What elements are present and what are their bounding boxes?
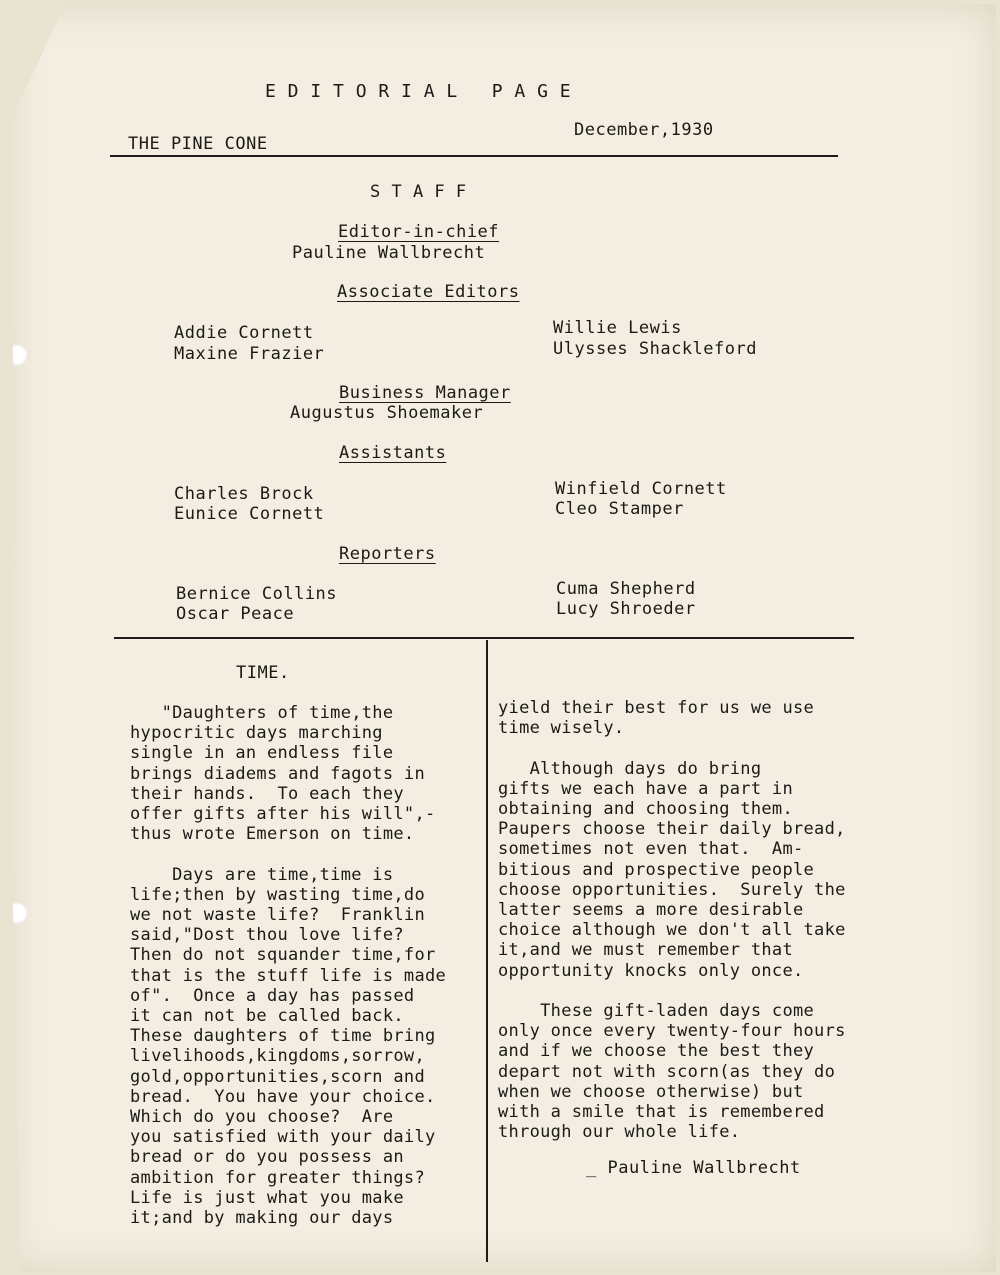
text-line: single in an endless file — [130, 743, 394, 764]
staff-rule — [114, 637, 854, 639]
text-line — [498, 738, 846, 758]
text-line: livelihoods,kingdoms,sorrow, — [130, 1046, 425, 1067]
punch-hole — [6, 344, 28, 366]
text-line: choose opportunities. Surely the — [498, 879, 846, 900]
text-line: it,and we must remember that — [498, 940, 793, 961]
staff-heading: S T A F F — [370, 182, 467, 202]
article-left-column — [130, 703, 446, 1228]
text-line: of". Once a day has passed — [130, 985, 415, 1006]
assistants-left-2: Eunice Cornett — [174, 504, 325, 524]
associate-label: Associate Editors — [337, 282, 520, 302]
text-line: yield their best for us we use — [498, 698, 815, 718]
text-line: it;and by making our days — [130, 1208, 394, 1229]
text-line: bitious and prospective people — [498, 859, 815, 880]
business-label: Business Manager — [339, 383, 511, 403]
assistants-right-2: Cleo Stamper — [555, 499, 684, 519]
text-line: gold,opportunities,scorn and — [130, 1066, 425, 1087]
text-line: you satisfied with your daily — [130, 1127, 436, 1148]
article-title: TIME. — [236, 663, 290, 683]
text-line: Which do you choose? Are — [130, 1107, 394, 1128]
text-line: that is the stuff life is made — [130, 965, 447, 986]
reporters-right-1: Cuma Shepherd — [556, 579, 696, 599]
text-line: bread or do you possess an — [130, 1147, 404, 1168]
reporters-left-1: Bernice Collins — [176, 584, 338, 604]
text-line: These gift-laden days come — [498, 1001, 815, 1022]
text-line: latter seems a more desirable — [498, 900, 804, 921]
text-line: time wisely. — [498, 718, 625, 739]
text-line: choice although we don't all take — [498, 920, 846, 941]
text-line: hypocritic days marching — [130, 723, 383, 744]
text-line: their hands. To each they — [130, 783, 404, 804]
text-line: thus wrote Emerson on time. — [130, 824, 415, 845]
text-line: offer gifts after his will",- — [130, 804, 436, 825]
assistants-left-1: Charles Brock — [174, 484, 314, 504]
text-line: sometimes not even that. Am- — [498, 839, 804, 860]
text-line: when we choose otherwise) but — [498, 1081, 804, 1102]
text-line: only once every twenty-four hours — [498, 1021, 846, 1042]
text-line: said,"Dost thou love life? — [130, 925, 404, 946]
header-rule — [110, 155, 838, 157]
paper-name: THE PINE CONE — [128, 134, 268, 154]
text-line: Paupers choose their daily bread, — [498, 819, 846, 840]
reporters-left-2: Oscar Peace — [176, 604, 295, 624]
text-line: ambition for greater things? — [130, 1167, 425, 1188]
associate-left-2: Maxine Frazier — [174, 344, 325, 364]
associate-left-1: Addie Cornett — [174, 323, 314, 343]
text-line: Although days do bring — [498, 758, 762, 779]
business-name: Augustus Shoemaker — [290, 403, 484, 423]
text-line: depart not with scorn(as they do — [498, 1061, 836, 1082]
page-title: E D I T O R I A L P A G E — [265, 81, 572, 102]
text-line: gifts we each have a part in — [498, 778, 793, 799]
signature: _ Pauline Wallbrecht — [586, 1158, 801, 1178]
text-line: brings diadems and fagots in — [130, 763, 425, 784]
text-line: "Daughters of time,the — [130, 703, 394, 723]
text-line: through our whole life. — [498, 1122, 741, 1143]
editor-label: Editor-in-chief — [338, 222, 500, 242]
text-line — [498, 981, 846, 1001]
associate-right-1: Willie Lewis — [553, 318, 682, 338]
text-line: Life is just what you make — [130, 1187, 404, 1208]
text-line — [130, 844, 446, 864]
article-right-column — [498, 698, 846, 1142]
text-line: it can not be called back. — [130, 1006, 404, 1027]
assistants-label: Assistants — [339, 443, 447, 463]
text-line: with a smile that is remembered — [498, 1102, 825, 1123]
text-line: Then do not squander time,for — [130, 945, 436, 966]
assistants-right-1: Winfield Cornett — [555, 479, 727, 499]
text-line: life;then by wasting time,do — [130, 884, 425, 905]
text-line: opportunity knocks only once. — [498, 960, 804, 981]
text-line: and if we choose the best they — [498, 1041, 815, 1062]
reporters-right-2: Lucy Shroeder — [556, 599, 696, 619]
column-divider — [486, 640, 488, 1262]
text-line: obtaining and choosing them. — [498, 799, 793, 820]
issue-date: December,1930 — [574, 120, 714, 140]
punch-hole — [6, 902, 28, 924]
text-line: bread. You have your choice. — [130, 1086, 436, 1107]
text-line: These daughters of time bring — [130, 1026, 436, 1047]
associate-right-2: Ulysses Shackleford — [553, 339, 757, 359]
reporters-label: Reporters — [339, 544, 436, 564]
text-line: we not waste life? Franklin — [130, 905, 425, 926]
text-line: Days are time,time is — [130, 864, 394, 885]
editor-name: Pauline Wallbrecht — [292, 243, 486, 263]
